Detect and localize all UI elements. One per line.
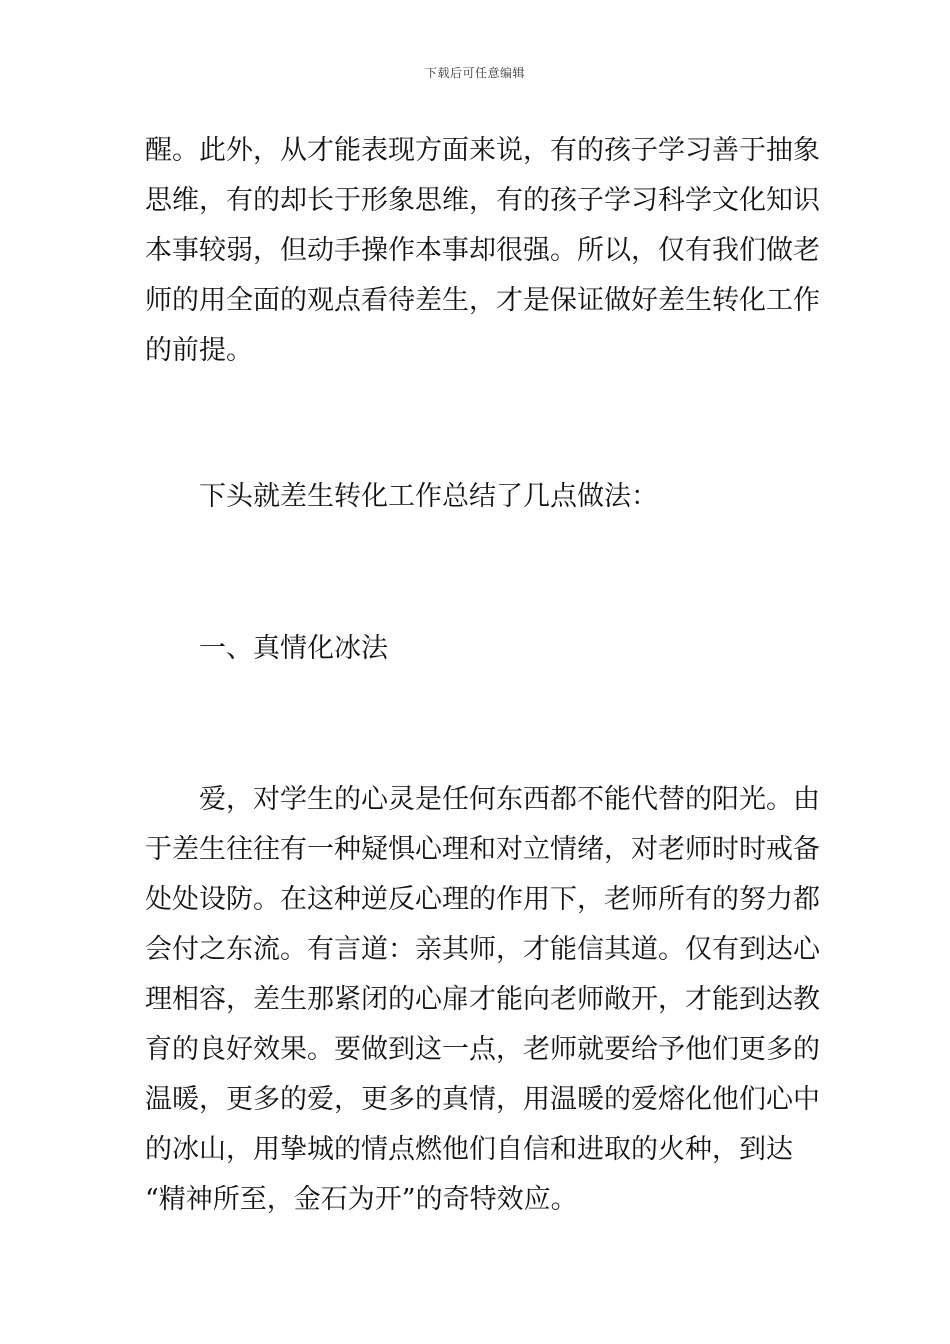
paragraph-line: 处处设防。在这种逆反心理的作用下，老师所有的努力都 [145,884,820,915]
paragraph-line: 会付之东流。有言道：亲其师，才能信其道。仅有到达心 [145,934,820,965]
paragraph-1 [145,126,820,376]
paragraph-line: 的前提。 [145,335,253,366]
paragraph-line: 师的用全面的观点看待差生，才是保证做好差生转化工作 [145,285,820,316]
paragraph-line: 于差生往往有一种疑惧心理和对立情绪，对老师时时戒备 [145,834,820,865]
paragraph-line: 理相容，差生那紧闭的心扉才能向老师敞开，才能到达教 [145,984,820,1015]
paragraph-2: 下头就差生转化工作总结了几点做法： [199,481,658,512]
section-heading: 一、真情化冰法 [199,633,388,664]
paragraph-line: “精神所至，金石为开”的奇特效应。 [145,1184,578,1215]
paragraph-line: 爱，对学生的心灵是任何东西都不能代替的阳光。由 [199,784,820,815]
paragraph-line: 本事较弱，但动手操作本事却很强。所以，仅有我们做老 [145,235,820,266]
paragraph-line: 温暖，更多的爱，更多的真情，用温暖的爱熔化他们心中 [145,1084,820,1115]
page-header: 下载后可任意编辑 [424,66,525,80]
document-body [145,126,820,1225]
paragraph-line: 思维，有的却长于形象思维，有的孩子学习科学文化知识 [145,185,820,216]
paragraph-line: 的冰山，用挚城的情点燃他们自信和进取的火种，到达 [145,1134,793,1165]
paragraph-3 [145,775,820,1225]
paragraph-line: 育的良好效果。要做到这一点，老师就要给予他们更多的 [145,1034,820,1065]
paragraph-line: 醒。此外，从才能表现方面来说，有的孩子学习善于抽象 [145,135,820,166]
